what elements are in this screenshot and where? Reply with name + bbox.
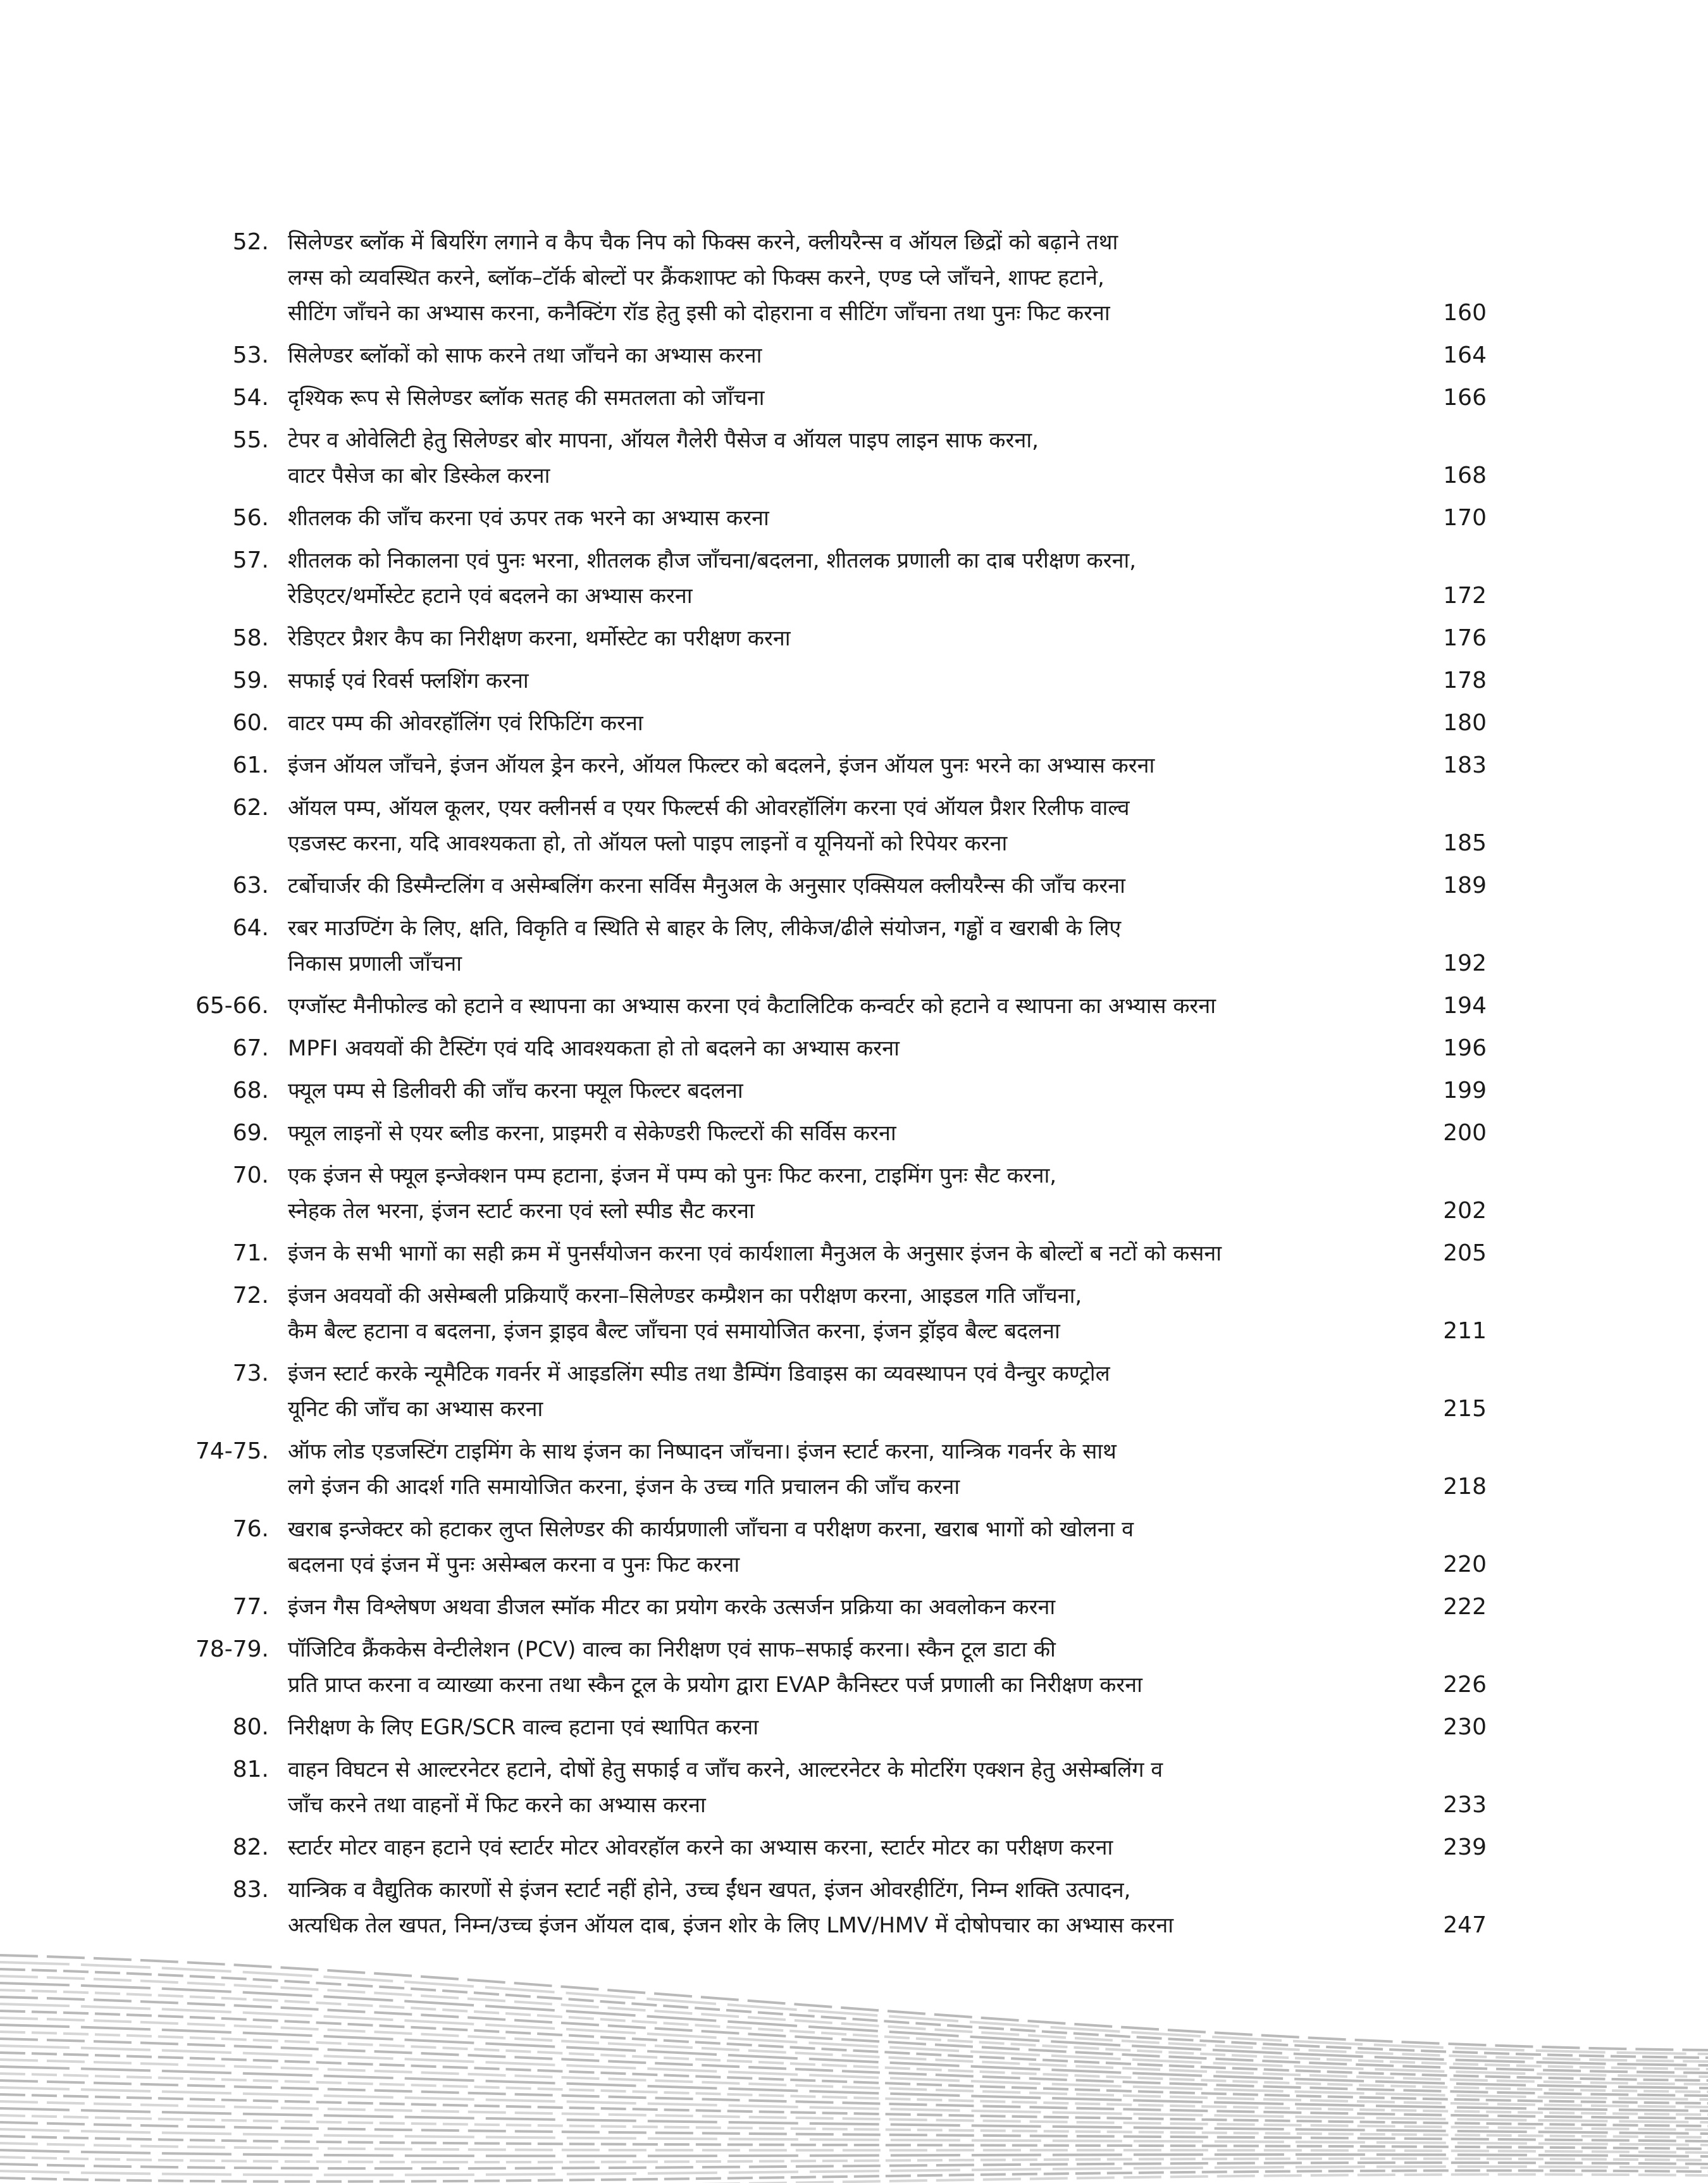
toc-entry <box>190 1116 1487 1151</box>
toc-entry-page-number: 211 <box>1443 1318 1487 1344</box>
toc-entry-title-line: सिलेण्डर ब्लॉकों को साफ करने तथा जाँचने का अभ्यास करना <box>288 343 762 368</box>
toc-entry-number: 60. <box>232 710 269 736</box>
toc-entry-number: 71. <box>232 1240 269 1266</box>
toc-entry-number: 77. <box>232 1594 269 1620</box>
toc-entry <box>190 790 1487 861</box>
toc-entry-title <box>288 1278 1411 1349</box>
toc-entry-page-number: 196 <box>1443 1035 1487 1061</box>
toc-entry <box>190 988 1487 1024</box>
toc-entry-title <box>288 1073 1411 1109</box>
toc-entry-number: 74-75. <box>195 1438 269 1464</box>
toc-entry <box>190 621 1487 656</box>
toc-entry <box>190 1710 1487 1745</box>
toc-entry-title <box>288 1512 1411 1583</box>
toc-entry-page-number: 160 <box>1443 300 1487 326</box>
toc-entry-number: 80. <box>232 1714 269 1740</box>
toc-entry-title-line: रबर माउण्टिंग के लिए, क्षति, विकृति व स्थिति से बाहर के लिए, लीकेज/ढीले संयोजन, गड्ढों व खराबी के लिए <box>288 916 1122 941</box>
toc-entry-title <box>288 911 1411 981</box>
toc-entry-title <box>288 1158 1411 1229</box>
toc-entry-page-number: 164 <box>1443 342 1487 368</box>
toc-entry-title-line: रेडिएटर प्रैशर कैप का निरीक्षण करना, थर्मोस्टेट का परीक्षण करना <box>288 626 791 651</box>
toc-entry-title-line: शीतलक की जाँच करना एवं ऊपर तक भरने का अभ्यास करना <box>288 506 769 531</box>
toc-entry-page-number: 180 <box>1443 710 1487 736</box>
toc-entry-page-number: 202 <box>1443 1198 1487 1224</box>
toc-entry-title <box>288 663 1411 699</box>
toc-entry-title-line: निरीक्षण के लिए EGR/SCR वाल्व हटाना एवं स्थापित करना <box>288 1715 759 1740</box>
toc-entry-title-line: अत्यधिक तेल खपत, निम्न/उच्च इंजन ऑयल दाब, इंजन शोर के लिए LMV/HMV में दोषोपचार का अभ्यास करना <box>288 1913 1174 1938</box>
toc-entry <box>190 1158 1487 1229</box>
toc-entry-title <box>288 748 1411 783</box>
toc-entry-title-line: कैम बैल्ट हटाना व बदलना, इंजन ड्राइव बैल्ट जाँचना एवं समायोजित करना, इंजन ड्रॉइव बैल्ट बदलना <box>288 1319 1060 1344</box>
toc-entry-number: 69. <box>232 1120 269 1146</box>
toc-entry-number: 78-79. <box>195 1636 269 1662</box>
toc-entry-title <box>288 868 1411 904</box>
toc-entry-number: 54. <box>232 385 269 411</box>
toc-entry-title-line: सफाई एवं रिवर्स फ्लशिंग करना <box>288 668 529 693</box>
toc-entry-page-number: 168 <box>1443 463 1487 488</box>
toc-entry-number: 52. <box>232 229 269 255</box>
toc-entry-page-number: 233 <box>1443 1792 1487 1818</box>
toc-entry <box>190 663 1487 699</box>
toc-entry-title <box>288 380 1411 416</box>
toc-entry-title <box>288 1236 1411 1271</box>
toc-entry-page-number: 178 <box>1443 668 1487 693</box>
toc-entry-title <box>288 790 1411 861</box>
toc-entry-page-number: 176 <box>1443 625 1487 651</box>
toc-entry-number: 59. <box>232 668 269 693</box>
toc-entry-number: 64. <box>232 915 269 941</box>
toc-entry-page-number: 200 <box>1443 1120 1487 1146</box>
toc-entry <box>190 1830 1487 1865</box>
toc-entry-title <box>288 1710 1411 1745</box>
toc-entry <box>190 423 1487 494</box>
toc-entry <box>190 1872 1487 1943</box>
toc-entry-title-line: बदलना एवं इंजन में पुनः असेम्बल करना व पुनः फिट करना <box>288 1552 740 1577</box>
toc-entry-number: 63. <box>232 873 269 899</box>
toc-entry-title <box>288 338 1411 373</box>
toc-entry-title <box>288 423 1411 494</box>
decorative-stripes <box>0 1949 1708 2183</box>
toc-entry-title <box>288 225 1411 331</box>
toc-entry-title-line: शीतलक को निकालना एवं पुनः भरना, शीतलक हौज जाँचना/बदलना, शीतलक प्रणाली का दाब परीक्षण करना, <box>288 548 1137 573</box>
toc-entry-title <box>288 1116 1411 1151</box>
toc-entry-page-number: 222 <box>1443 1594 1487 1620</box>
toc-entry-title-line: फ्यूल पम्प से डिलीवरी की जाँच करना फ्यूल फिल्टर बदलना <box>288 1078 743 1104</box>
toc-entry <box>190 868 1487 904</box>
toc-entry-number: 56. <box>232 505 269 531</box>
toc-entry-title-line: एडजस्ट करना, यदि आवश्यकता हो, तो ऑयल फ्लो पाइप लाइनों व यूनियनों को रिपेयर करना <box>288 831 1008 856</box>
toc-entry-number: 57. <box>232 547 269 573</box>
toc-entry-title-line: प्रति प्राप्त करना व व्याख्या करना तथा स्कैन टूल के प्रयोग द्वारा EVAP कैनिस्टर पर्ज प्रणाली का निरीक्षण करना <box>288 1672 1142 1698</box>
toc-entry <box>190 1434 1487 1505</box>
toc-entry-title-line: ऑफ लोड एडजस्टिंग टाइमिंग के साथ इंजन का निष्पादन जाँचना। इंजन स्टार्ट करना, यान्त्रिक गवर्नर के साथ <box>288 1439 1117 1464</box>
toc-entry-title <box>288 543 1411 614</box>
toc-entry-title-line: जाँच करने तथा वाहनों में फिट करने का अभ्यास करना <box>288 1793 706 1818</box>
toc-entry-number: 68. <box>232 1078 269 1104</box>
toc-entry-title-line: इंजन अवयवों की असेम्बली प्रक्रियाएँ करना–सिलेण्डर कम्प्रैशन का परीक्षण करना, आइडल गति जाँचना, <box>288 1283 1082 1309</box>
toc-entry-page-number: 239 <box>1443 1834 1487 1860</box>
toc-entry-title-line: दृश्यिक रूप से सिलेण्डर ब्लॉक सतह की समतलता को जाँचना <box>288 385 765 411</box>
toc-entry-page-number: 218 <box>1443 1474 1487 1500</box>
toc-entry-page-number: 247 <box>1443 1912 1487 1938</box>
toc-entry-title-line: लग्स को व्यवस्थित करने, ब्लॉक–टॉर्क बोल्टों पर क्रैंकशाफ्ट को फिक्स करने, एण्ड प्ले जाँचने, शाफ्ट हटाने, <box>288 265 1105 290</box>
toc-entry-title-line: सिलेण्डर ब्लॉक में बियरिंग लगाने व कैप चैक निप को फिक्स करने, क्लीयरैन्स व ऑयल छिद्रों को बढ़ाने तथा <box>288 230 1118 255</box>
toc-entry-title-line: टेपर व ओवेलिटी हेतु सिलेण्डर बोर मापना, ऑयल गैलेरी पैसेज व ऑयल पाइप लाइन साफ करना, <box>288 428 1039 453</box>
toc-entry-title-line: पॉजिटिव क्रैंककेस वेन्टीलेशन (PCV) वाल्व का निरीक्षण एवं साफ–सफाई करना। स्कैन टूल डाटा की <box>288 1637 1056 1662</box>
toc-entry-title-line: इंजन के सभी भागों का सही क्रम में पुनर्संयोजन करना एवं कार्यशाला मैनुअल के अनुसार इंजन के बोल्टों ब नटों को कसना <box>288 1241 1222 1266</box>
toc-entry-title-line: स्नेहक तेल भरना, इंजन स्टार्ट करना एवं स्लो स्पीड सैट करना <box>288 1198 755 1224</box>
toc-entry-title-line: वाटर पम्प की ओवरहॉलिंग एवं रिफिटिंग करना <box>288 711 643 736</box>
toc-entry-title-line: MPFI अवयवों की टैस्टिंग एवं यदि आवश्यकता हो तो बदलने का अभ्यास करना <box>288 1036 900 1061</box>
toc-entry-page-number: 170 <box>1443 505 1487 531</box>
toc-entry <box>190 748 1487 783</box>
toc-entry-title-line: यान्त्रिक व वैद्युतिक कारणों से इंजन स्टार्ट नहीं होने, उच्च ईंधन खपत, इंजन ओवरहीटिंग, निम्न शक्ति उत्पादन, <box>288 1877 1131 1903</box>
toc-entry-title-line: एक इंजन से फ्यूल इन्जेक्शन पम्प हटाना, इंजन में पम्प को पुनः फिट करना, टाइमिंग पुनः सैट करना, <box>288 1163 1057 1188</box>
toc-entry-title-line: इंजन गैस विश्लेषण अथवा डीजल स्मॉक मीटर का प्रयोग करके उत्सर्जन प्रक्रिया का अवलोकन करना <box>288 1595 1056 1620</box>
toc-entry <box>190 225 1487 331</box>
toc-entry <box>190 1589 1487 1625</box>
toc-entry-title-line: खराब इन्जेक्टर को हटाकर लुप्त सिलेण्डर की कार्यप्रणाली जाँचना व परीक्षण करना, खराब भागों को खोलना व <box>288 1517 1134 1542</box>
toc-entry-page-number: 189 <box>1443 873 1487 899</box>
toc-entry <box>190 1356 1487 1427</box>
toc-entry-page-number: 192 <box>1443 950 1487 976</box>
toc-entry-title <box>288 1434 1411 1505</box>
toc-entry-number: 81. <box>232 1757 269 1782</box>
toc-entry <box>190 543 1487 614</box>
toc-entry-page-number: 199 <box>1443 1078 1487 1104</box>
toc-entry-title-line: फ्यूल लाइनों से एयर ब्लीड करना, प्राइमरी व सेकेण्डरी फिल्टरों की सर्विस करना <box>288 1121 896 1146</box>
toc-entry <box>190 501 1487 536</box>
toc-entry <box>190 338 1487 373</box>
toc-entry-title-line: यूनिट की जाँच का अभ्यास करना <box>288 1396 543 1422</box>
toc-entry-number: 72. <box>232 1283 269 1309</box>
toc-entry-number: 83. <box>232 1877 269 1903</box>
toc-entry-number: 70. <box>232 1162 269 1188</box>
toc-entry-title <box>288 706 1411 741</box>
toc-entry-title-line: निकास प्रणाली जाँचना <box>288 951 462 976</box>
toc-entry-page-number: 172 <box>1443 583 1487 609</box>
toc-entry <box>190 1632 1487 1703</box>
toc-entry <box>190 706 1487 741</box>
toc-entry-title <box>288 1632 1411 1703</box>
table-of-contents <box>190 225 1487 1950</box>
toc-entry-page-number: 226 <box>1443 1672 1487 1698</box>
toc-entry <box>190 1073 1487 1109</box>
toc-entry-number: 76. <box>232 1516 269 1542</box>
toc-entry-number: 67. <box>232 1035 269 1061</box>
toc-entry-title <box>288 621 1411 656</box>
toc-entry-page-number: 185 <box>1443 830 1487 856</box>
toc-entry-number: 55. <box>232 427 269 453</box>
toc-entry-number: 53. <box>232 342 269 368</box>
toc-entry-page-number: 230 <box>1443 1714 1487 1740</box>
toc-entry <box>190 1031 1487 1066</box>
toc-entry <box>190 1512 1487 1583</box>
toc-entry-title-line: इंजन स्टार्ट करके न्यूमैटिक गवर्नर में आइडलिंग स्पीड तथा डैम्पिंग डिवाइस का व्यवस्थापन एवं वैन्चुर कण्ट्रोल <box>288 1361 1110 1386</box>
toc-entry-number: 82. <box>232 1834 269 1860</box>
toc-entry-page-number: 205 <box>1443 1240 1487 1266</box>
toc-entry-title-line: रेडिएटर/थर्मोस्टेट हटाने एवं बदलने का अभ्यास करना <box>288 583 693 609</box>
toc-entry-number: 65-66. <box>195 993 269 1019</box>
toc-entry-title-line: ऑयल पम्प, ऑयल कूलर, एयर क्लीनर्स व एयर फिल्टर्स की ओवरहॉलिंग करना एवं ऑयल प्रैशर रिलीफ वाल्व <box>288 795 1130 821</box>
toc-entry-number: 58. <box>232 625 269 651</box>
toc-entry-number: 61. <box>232 752 269 778</box>
toc-entry-page-number: 166 <box>1443 385 1487 411</box>
toc-entry-title <box>288 988 1411 1024</box>
toc-entry-title <box>288 1589 1411 1625</box>
toc-entry-title-line: टर्बोचार्जर की डिस्मैन्टलिंग व असेम्बलिंग करना सर्विस मैनुअल के अनुसार एक्सियल क्लीयरैन्स की जाँच करना <box>288 873 1125 899</box>
toc-entry-page-number: 220 <box>1443 1552 1487 1577</box>
toc-entry <box>190 1752 1487 1823</box>
toc-entry-title <box>288 501 1411 536</box>
toc-entry-title-line: स्टार्टर मोटर वाहन हटाने एवं स्टार्टर मोटर ओवरहॉल करने का अभ्यास करना, स्टार्टर मोटर का परीक्षण करना <box>288 1835 1113 1860</box>
toc-entry-title-line: इंजन ऑयल जाँचने, इंजन ऑयल ड्रेन करने, ऑयल फिल्टर को बदलने, इंजन ऑयल पुनः भरने का अभ्यास करना <box>288 753 1155 778</box>
toc-entry <box>190 911 1487 981</box>
toc-entry-title-line: लगे इंजन की आदर्श गति समायोजित करना, इंजन के उच्च गति प्रचालन की जाँच करना <box>288 1474 960 1500</box>
toc-entry-number: 73. <box>232 1360 269 1386</box>
toc-entry-number: 62. <box>232 795 269 821</box>
toc-entry-title <box>288 1872 1411 1943</box>
toc-entry-title <box>288 1830 1411 1865</box>
toc-entry-title-line: सीटिंग जाँचने का अभ्यास करना, कनैक्टिंग रॉड हेतु इसी को दोहराना व सीटिंग जाँचना तथा पुनः फिट करना <box>288 301 1110 326</box>
toc-entry-page-number: 215 <box>1443 1396 1487 1422</box>
toc-entry-title-line: वाटर पैसेज का बोर डिस्केल करना <box>288 463 550 488</box>
toc-entry-title-line: एग्जॉस्ट मैनीफोल्ड को हटाने व स्थापना का अभ्यास करना एवं कैटालिटिक कन्वर्टर को हटाने व स्थापना का अभ्यास करना <box>288 993 1216 1019</box>
toc-entry <box>190 1236 1487 1271</box>
toc-entry-title <box>288 1752 1411 1823</box>
toc-entry-page-number: 194 <box>1443 993 1487 1019</box>
toc-entry-title-line: वाहन विघटन से आल्टरनेटर हटाने, दोषों हेतु सफाई व जाँच करने, आल्टरनेटर के मोटरिंग एक्शन हेतु असेम्बलिंग व <box>288 1757 1163 1782</box>
toc-entry-page-number: 183 <box>1443 752 1487 778</box>
toc-entry <box>190 380 1487 416</box>
toc-entry-title <box>288 1356 1411 1427</box>
toc-entry-title <box>288 1031 1411 1066</box>
toc-entry <box>190 1278 1487 1349</box>
